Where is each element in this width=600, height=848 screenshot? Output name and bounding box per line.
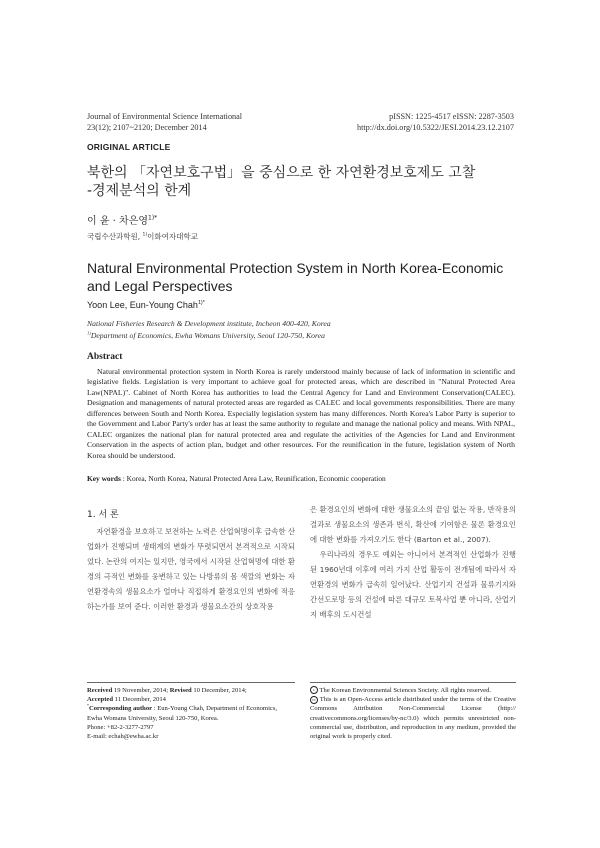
corresponding-label: Corresponding author	[88, 705, 153, 713]
english-affiliation-1: National Fisheries Research & Development institute, Incheon 400-420, Korea	[87, 319, 331, 328]
english-affiliations	[87, 318, 527, 342]
korean-title	[87, 164, 527, 200]
english-authors-names: Yoon Lee, Eun-Young Chah	[87, 300, 198, 310]
article-type-label: ORIGINAL ARTICLE	[87, 142, 171, 152]
doi-link[interactable]: http://dx.doi.org/10.5322/JESI.2014.23.12.2107	[356, 123, 514, 132]
corresponding-sup: *	[87, 703, 89, 709]
abstract-heading: Abstract	[87, 352, 123, 362]
right-paragraph-1: 은 환경요인의 변화에 대한 생물요소의 끝임 없는 작용, 반작용의 결과로 생물요소의 생존과 번식, 확산에 기여함은 물론 환경요인에 대한 변화를 가져오기도 한다 (Barton et al., 2007).	[310, 505, 516, 544]
corresponding-text: : Eun-Young Chah, Department of Economics,	[152, 705, 278, 713]
korean-title-line2: -경제분석의 한계	[87, 183, 192, 199]
korean-affiliation	[87, 231, 198, 242]
body-column-right	[310, 502, 516, 622]
journal-name: Journal of Environmental Science International	[87, 112, 243, 121]
korean-authors-sup: 1)*	[148, 214, 158, 222]
body-column-left	[87, 524, 295, 614]
korean-authors	[87, 212, 157, 227]
license-line2: This is an Open-Access article distributed under the terms of the Creative Commons Attribution Non-Commercial License (http:// creativecommons.org/licenses/by-nc/3.0) which permits unrestricted non-commercial use, distribution, and reproduction in any medium, provided the original work is properly cited.	[310, 696, 516, 741]
english-affiliation-2-sup: 1)	[87, 330, 91, 336]
english-affiliation-2	[87, 330, 527, 342]
english-title	[87, 260, 527, 295]
english-affiliation-2-text: Department of Economics, Ewha Womans University, Seoul 120-750, Korea	[90, 331, 325, 340]
left-paragraph-1: 자연환경을 보호하고 보전하는 노력은 산업혁명이후 급속한 산업화가 진행되며 생태계의 변화가 뚜렷되면서 본격적으로 시작되었다. 논란의 여지는 있지만, 영국에서 시작된 산업혁명에 대한 환경의 극적인 변화를 웅변하고 있는 나방류의 몸 색깔의 변화는 자연환경속의 생물요소가 얼마나 직접하게 환경요인의 변화에 적응하는가를 보여 준다. 이러한 환경과 생물요소간의 상호작용	[87, 527, 295, 611]
license-notice	[310, 686, 516, 741]
right-paragraph-2: 우리나라의 경우도 예외는 아니어서 본격적인 산업화가 진행된 1960년대 이후에 여러 가지 산업 활동이 전개됨에 따라서 자연환경의 변화가 급속히 일어났다. 산업기지 건설과 물류기지와 간선도로망 등의 건설에 따른 대규모 토목사업 뿐 아니라, 산업기지 배후의 도시건설	[310, 550, 516, 619]
accepted-date: 11 December, 2014	[113, 696, 166, 704]
korean-title-line1: 북한의 「자연보호구법」을 중심으로 한 자연환경보호제도 고찰	[87, 165, 476, 181]
keywords	[87, 474, 515, 483]
revised-date: 10 December, 2014;	[191, 687, 247, 694]
creative-commons-icon: cc	[310, 696, 318, 704]
journal-header-right	[254, 111, 514, 133]
received-label: Received	[87, 687, 113, 694]
section-heading-introduction: 1. 서 론	[87, 510, 119, 520]
footnote-rule-left	[87, 682, 295, 683]
english-authors	[87, 300, 205, 310]
korean-affiliation-1: 국립수산과학원,	[87, 232, 143, 241]
issn-line: pISSN: 1225-4517 eISSN: 2287-3503	[389, 112, 514, 121]
email[interactable]: E-mail: echah@ewha.ac.kr	[87, 733, 159, 741]
korean-authors-names: 이 윤 · 차은영	[87, 216, 149, 227]
korean-affiliation-sup: 1)	[142, 232, 148, 238]
english-authors-sup: 1)*	[197, 300, 205, 306]
korean-affiliation-2: 이화여자대학교	[147, 232, 198, 241]
phone: Phone: +82-2-3277-2797	[87, 723, 154, 731]
issue-line: 23(12); 2107~2120; December 2014	[87, 123, 207, 132]
footnote-dates-correspondence	[87, 686, 297, 741]
abstract-text: Natural environmental protection system in North Korea is rarely understood mainly because of lack of information in scientific and legislative fields. Legislation is very important to achieve goal for protected areas, which are described in "Natural Protected Area Law(NPAL)". Cabinet of North Korea has authorities to lead the Central Agency for Land and Environment Conservation(CALEC). Designation and managements of natural protected areas are regarded as CALEC and local governments responsibilities. There are many differences between South and North Korea. Especially legislation system has many differences. North Korea's Labor Party is superior to the Government and Labor Party's order has at least the same authority to regulate and manage the national policy and means. With NPAL, CALEC organizes the national plan for natural protected area and regulate the activities of the Agencies for Land and Environment Conservation in the aspects of action plan, budget and other resources. For the reunification in the future, legislation system of North Korea should be understood.	[87, 367, 515, 460]
accepted-label: Accepted	[87, 696, 113, 704]
keywords-text: : Korea, North Korea, Natural Protected Area Law, Reunification, Economic cooperation	[120, 474, 386, 483]
english-title-line2: and Legal Perspectives	[87, 277, 233, 294]
copyright-icon: c	[310, 686, 318, 694]
footnote-rule-right	[310, 682, 516, 683]
received-date: 19 November, 2014;	[112, 687, 170, 694]
license-line1: The Korean Environmental Sciences Society. All rights reserved.	[318, 687, 492, 694]
revised-label: Revised	[169, 687, 192, 694]
corresponding-address: Ewha Womans University, Seoul 120-750, Korea.	[87, 714, 219, 722]
english-title-line1: Natural Environmental Protection System in North Korea-Economic	[87, 260, 504, 276]
keywords-label: Key words	[87, 474, 121, 483]
